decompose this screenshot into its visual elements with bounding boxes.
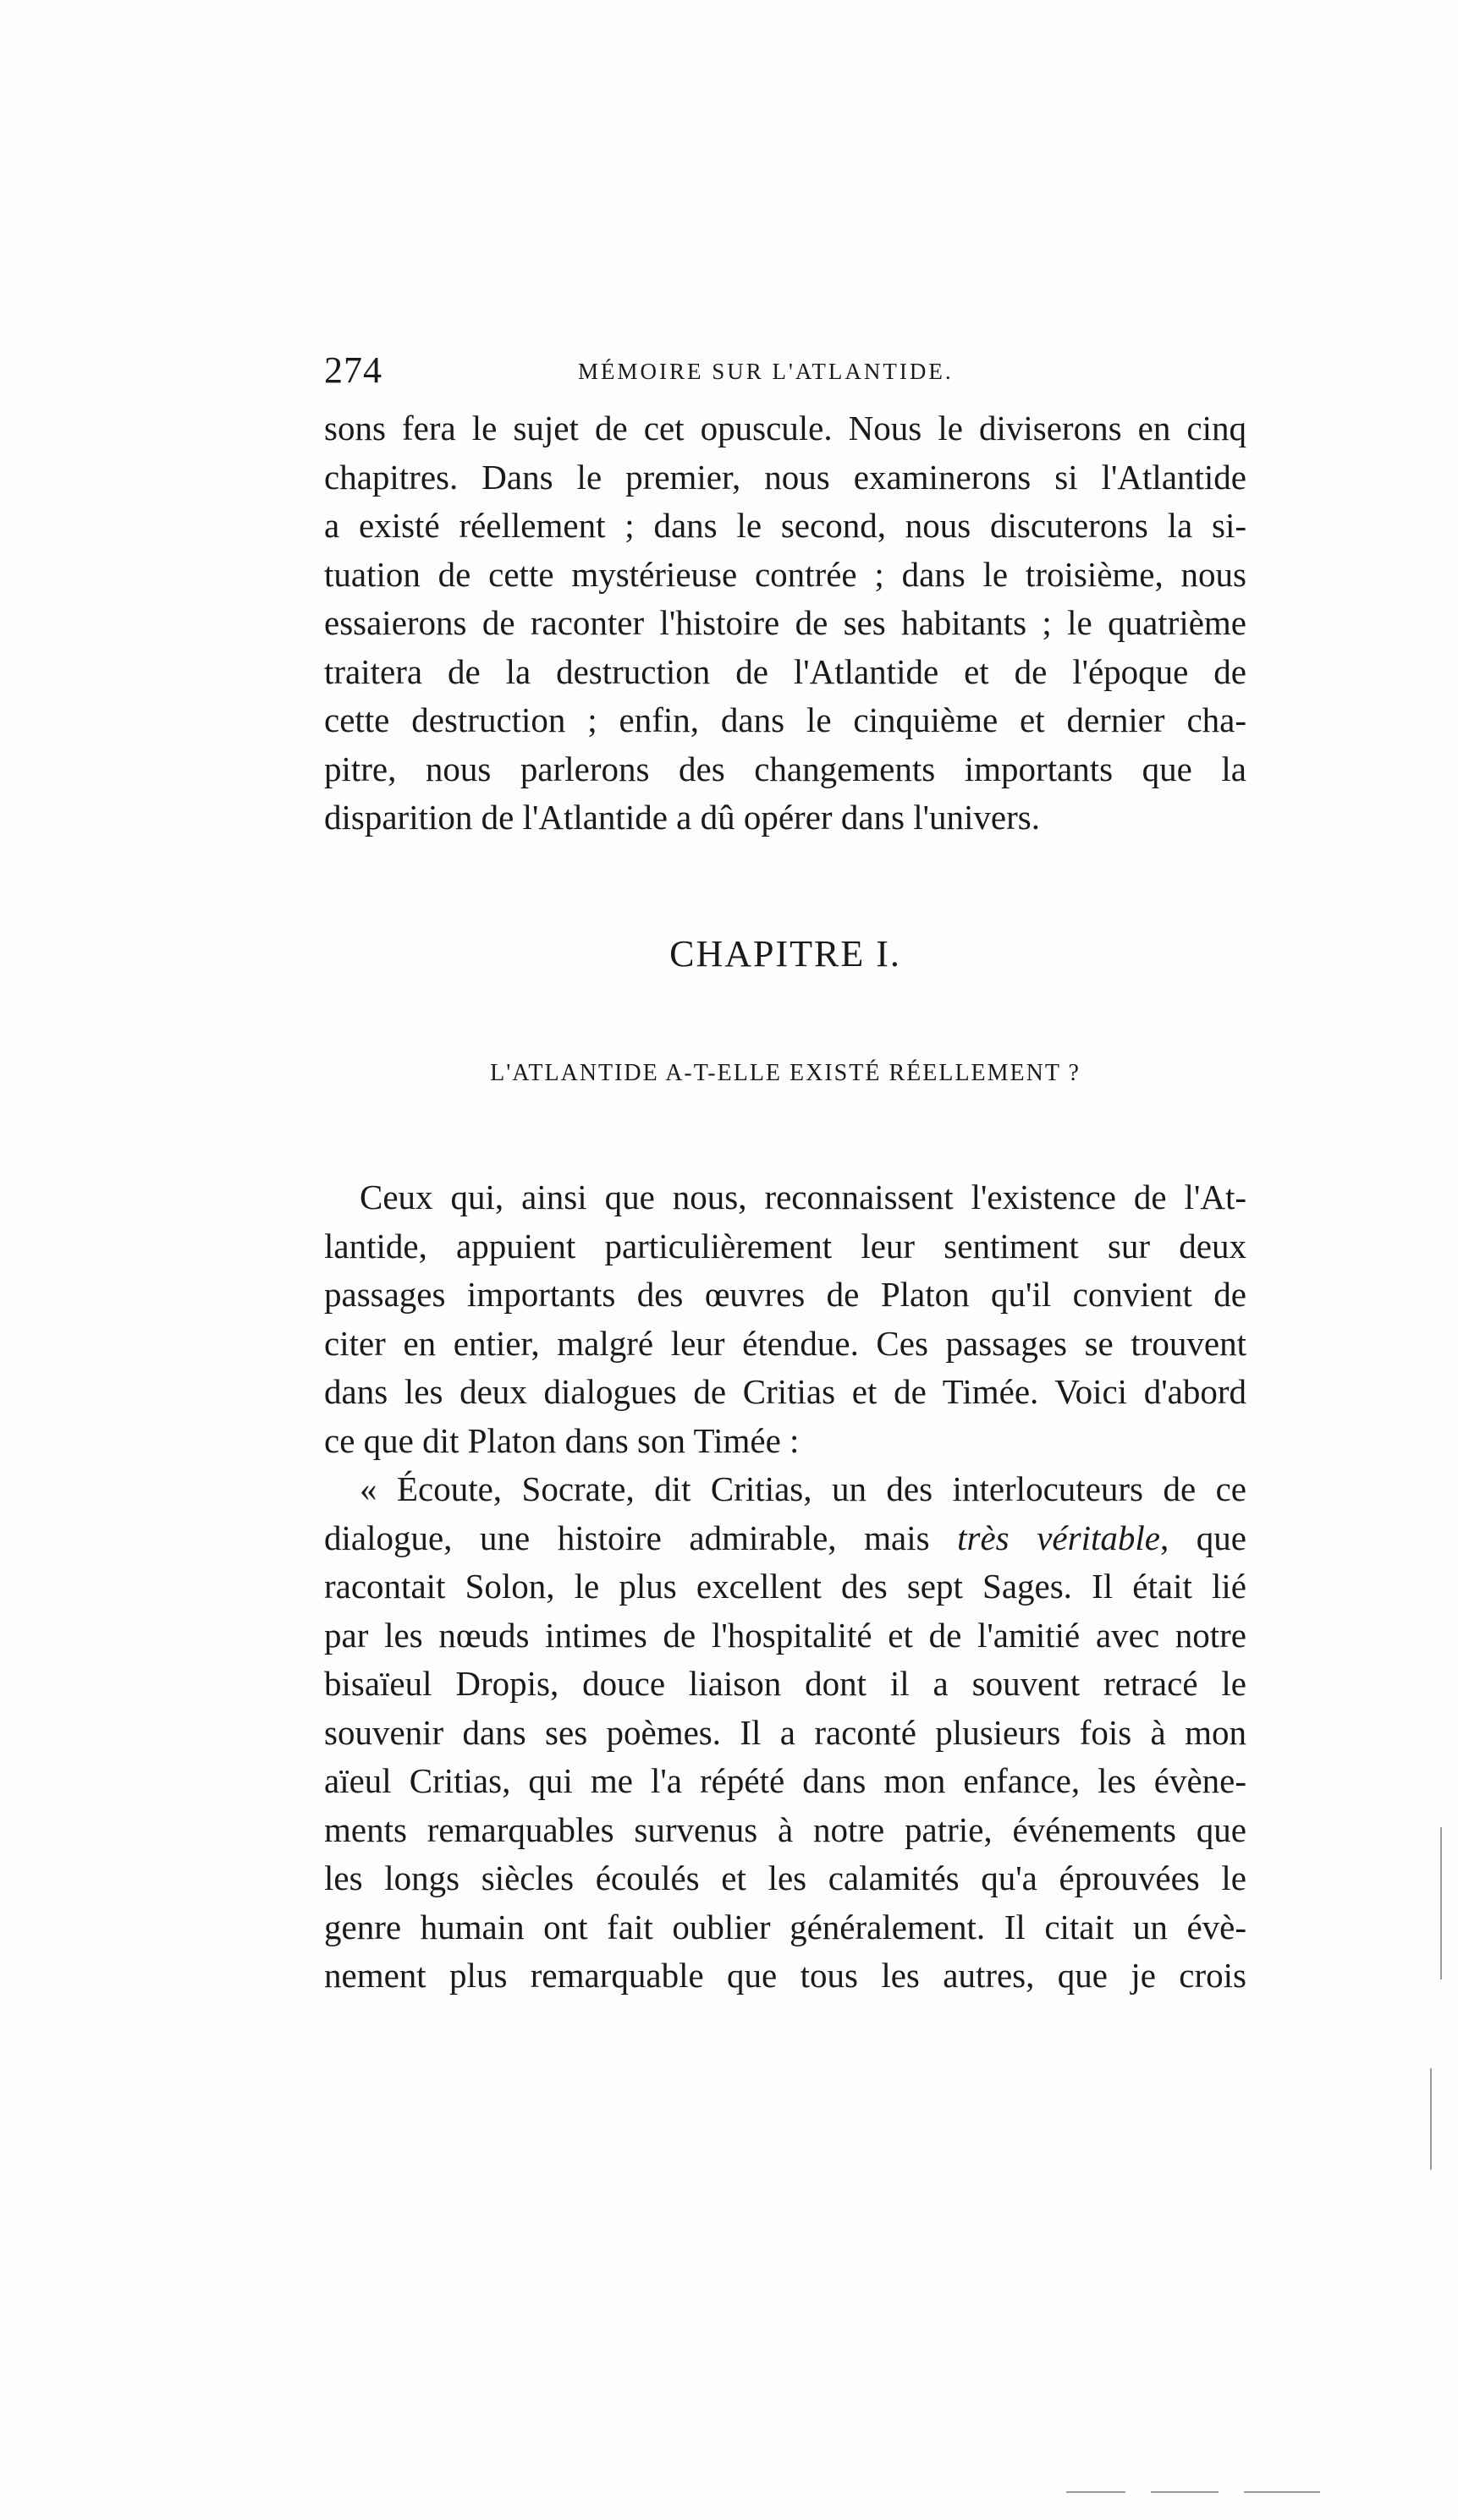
scan-margin-mark <box>1066 2491 1125 2493</box>
running-title: MÉMOIRE SUR L'ATLANTIDE. <box>578 359 954 384</box>
text-line: aïeul Critias, qui me l'a répété dans mon enfance, les évène- <box>324 1761 1246 1800</box>
scan-margin-mark <box>1244 2491 1320 2493</box>
scan-margin-mark <box>1151 2491 1219 2493</box>
text-line: cette destruction ; enfin, dans le cinquième et dernier cha- <box>324 700 1246 739</box>
scan-margin-mark <box>1440 1827 1442 1979</box>
text-line: a existé réellement ; dans le second, nous discuterons la si- <box>324 506 1246 545</box>
text-line: Ceux qui, ainsi que nous, reconnaissent l'existence de l'At- <box>360 1178 1246 1216</box>
italic-emphasis: très véritable <box>957 1518 1160 1557</box>
text-line: souvenir dans ses poèmes. Il a raconté plusieurs fois à mon <box>324 1712 1246 1752</box>
text-line: genre humain ont fait oublier généralement. Il citait un évè- <box>324 1907 1246 1946</box>
text-line: nement plus remarquable que tous les autres, que je crois <box>324 1956 1246 1995</box>
text-segment: dialogue, une histoire admirable, mais <box>324 1518 958 1557</box>
text-line: les longs siècles écoulés et les calamités qu'a éprouvées le <box>324 1858 1246 1897</box>
chapter-title: CHAPITRE I. <box>669 933 901 975</box>
chapter-subtitle: L'ATLANTIDE A-T-ELLE EXISTÉ RÉELLEMENT ? <box>490 1060 1081 1086</box>
scan-margin-mark <box>1430 2068 1432 2170</box>
text-line: ce que dit Platon dans son Timée : <box>324 1420 800 1460</box>
text-line: par les nœuds intimes de l'hospitalité et de l'amitié avec notre <box>324 1615 1246 1655</box>
running-head <box>324 349 1246 399</box>
text-segment: , que <box>1159 1518 1246 1557</box>
page-number: 274 <box>324 349 382 391</box>
text-line: « Écoute, Socrate, dit Critias, un des interlocuteurs de ce <box>360 1469 1246 1508</box>
text-line: chapitres. Dans le premier, nous examinerons si l'Atlantide <box>324 457 1246 497</box>
text-line: disparition de l'Atlantide a dû opérer dans l'univers. <box>324 798 1040 837</box>
text-line: pitre, nous parlerons des changements importants que la <box>324 749 1246 788</box>
text-line: racontait Solon, le plus excellent des sept Sages. Il était lié <box>324 1567 1246 1606</box>
text-line-with-italic <box>324 1514 1246 1563</box>
text-line: dans les deux dialogues de Critias et de Timée. Voici d'abord <box>324 1372 1246 1411</box>
chapter-body <box>324 1173 1246 2001</box>
text-line: tuation de cette mystérieuse contrée ; dans le troisième, nous <box>324 554 1246 594</box>
text-line: lantide, appuient particulièrement leur sentiment sur deux <box>324 1226 1246 1265</box>
text-line: sons fera le sujet de cet opuscule. Nous le diviserons en cinq <box>324 409 1246 447</box>
text-line: passages importants des œuvres de Platon qu'il convient de <box>324 1275 1246 1314</box>
intro-paragraph <box>324 404 1246 843</box>
text-line: essaierons de raconter l'histoire de ses habitants ; le quatrième <box>324 603 1246 642</box>
text-line: ments remarquables survenus à notre patrie, événements que <box>324 1809 1246 1849</box>
text-line: bisaïeul Dropis, douce liaison dont il a souvent retracé le <box>324 1664 1246 1703</box>
text-line: citer en entier, malgré leur étendue. Ces passages se trouvent <box>324 1323 1246 1363</box>
text-line: traitera de la destruction de l'Atlantide et de l'époque de <box>324 651 1246 691</box>
